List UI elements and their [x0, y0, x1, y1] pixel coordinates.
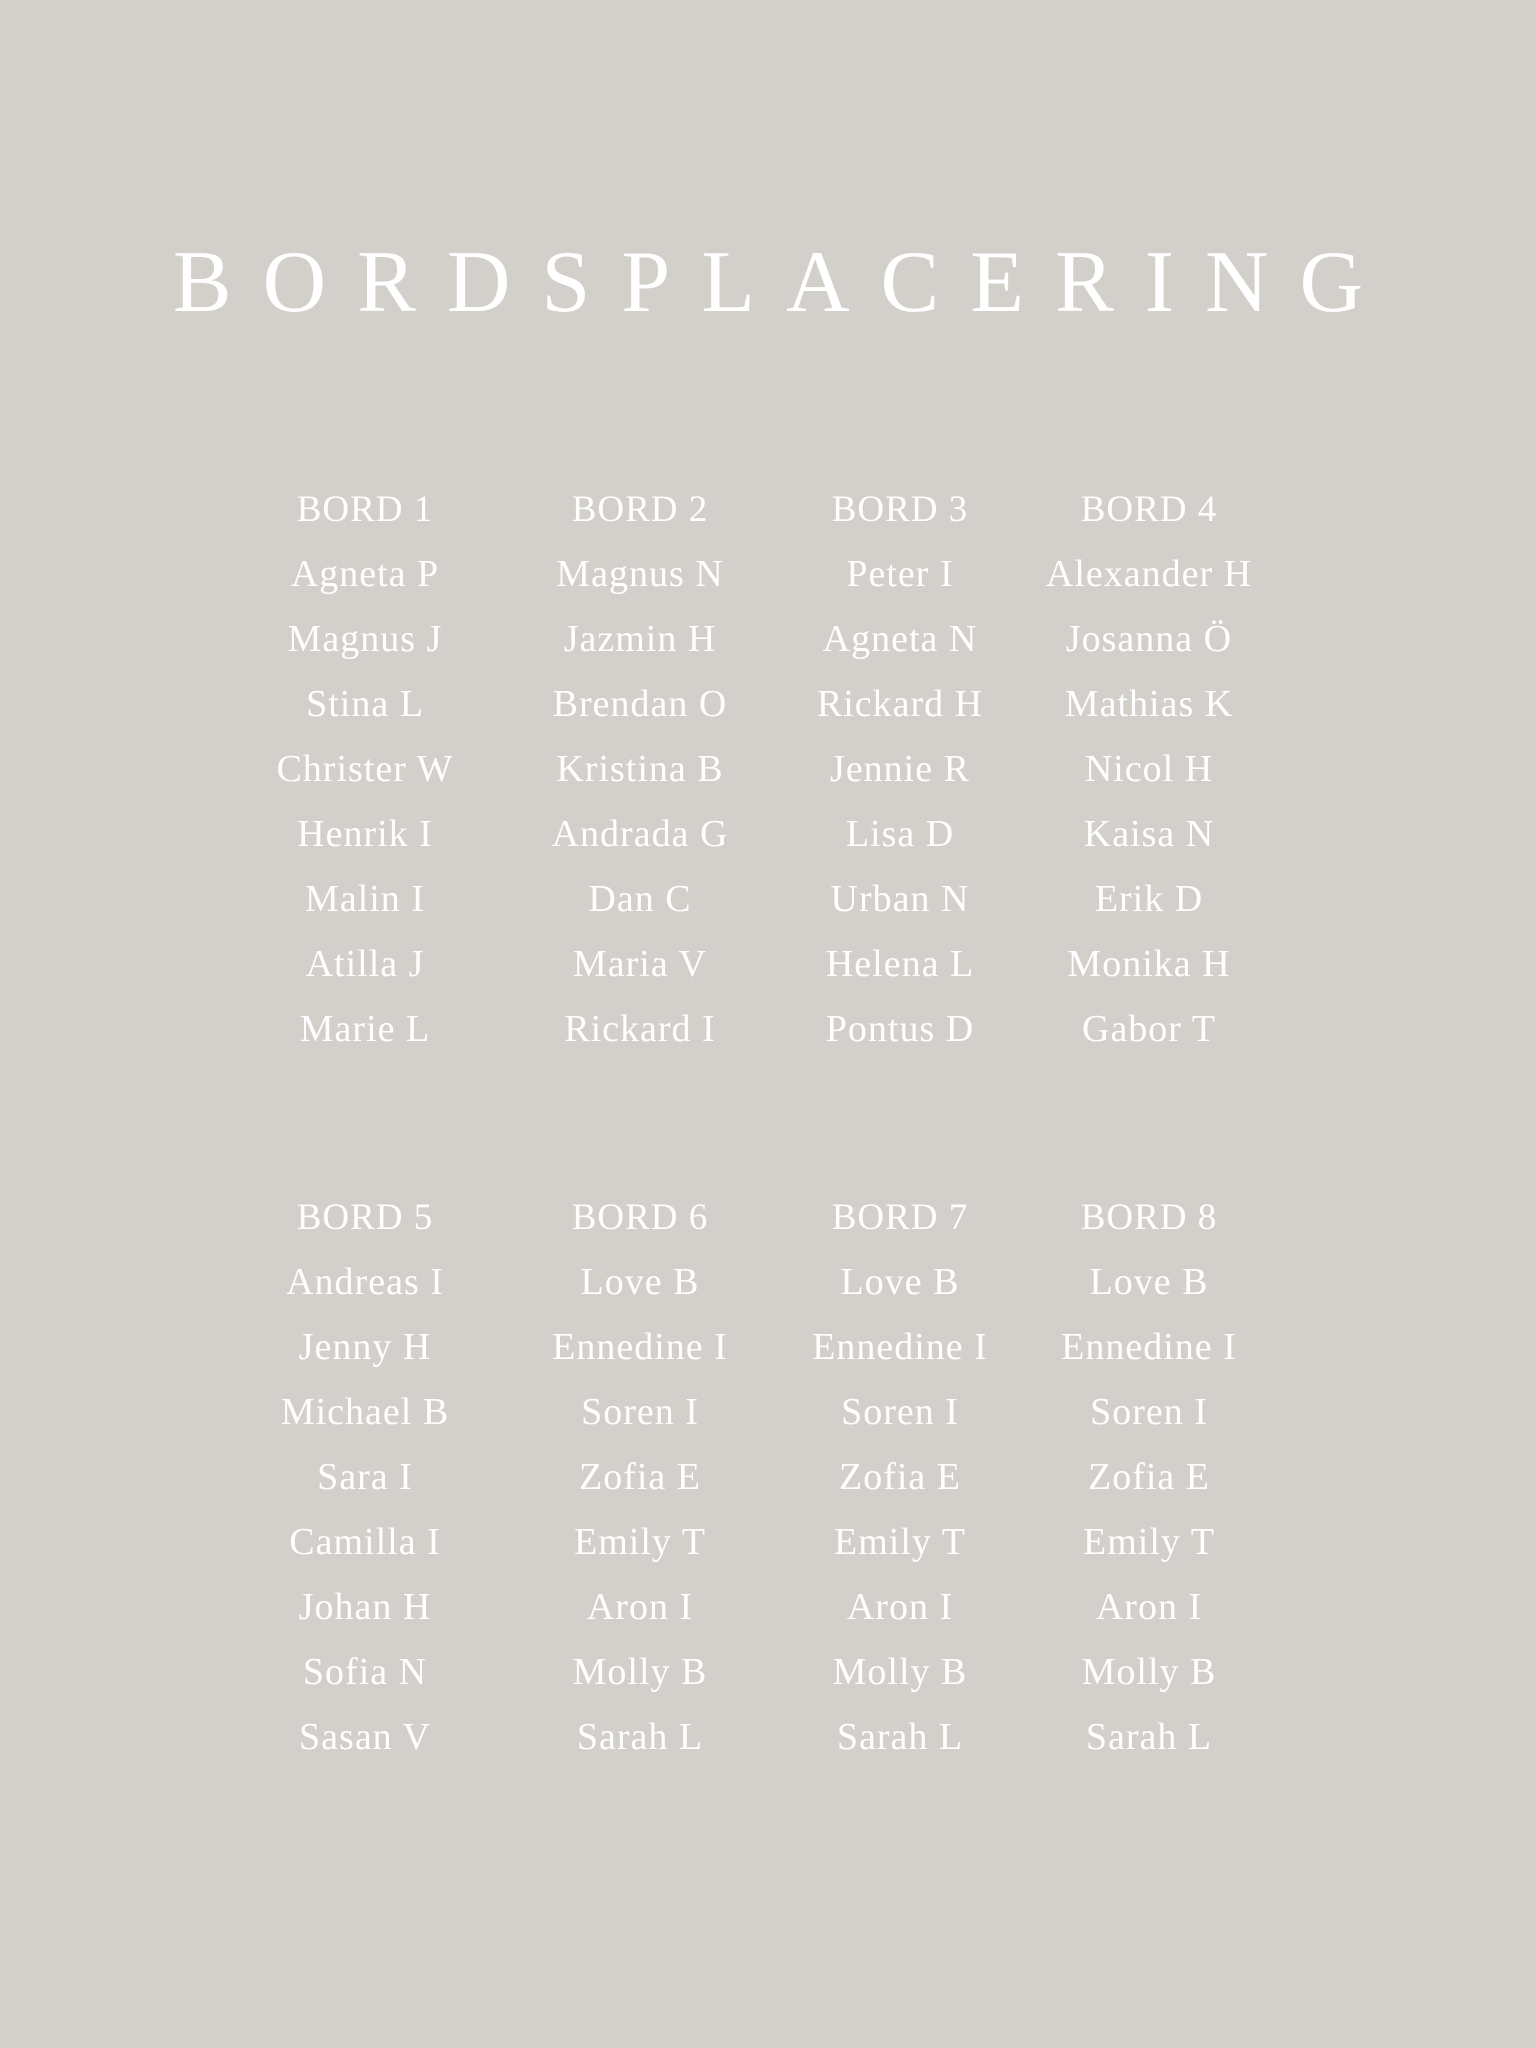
guest-name: Monika H — [1067, 943, 1231, 985]
guest-name: Emily T — [1083, 1521, 1215, 1563]
guest-name: Aron I — [846, 1586, 954, 1628]
table-heading: BORD 4 — [1080, 489, 1218, 530]
guest-name: Soren I — [841, 1391, 959, 1433]
guest-name: Brendan O — [552, 683, 728, 725]
guest-name: Jennie R — [830, 748, 970, 790]
guest-name: Andrada G — [551, 813, 729, 855]
guest-name: Dan C — [588, 878, 692, 920]
table-block-3 — [780, 477, 1020, 1062]
table-block-1 — [245, 477, 485, 1062]
guest-name: Agneta P — [290, 553, 440, 595]
guest-name: Molly B — [572, 1651, 708, 1693]
table-heading: BORD 8 — [1080, 1197, 1218, 1238]
guest-name: Pontus D — [825, 1008, 975, 1050]
guest-name: Ennedine I — [552, 1326, 728, 1368]
guest-name: Aron I — [586, 1586, 694, 1628]
guest-name: Ennedine I — [812, 1326, 988, 1368]
guest-name: Jenny H — [298, 1326, 432, 1368]
table-block-7 — [780, 1185, 1020, 1770]
page-title: BORDSPLACERING — [172, 234, 1395, 331]
table-block-5 — [245, 1185, 485, 1770]
guest-name: Sarah L — [1085, 1716, 1213, 1758]
table-heading: BORD 5 — [296, 1197, 434, 1238]
guest-name: Helena L — [825, 943, 975, 985]
guest-name: Malin I — [305, 878, 425, 920]
guest-name: Camilla I — [289, 1521, 441, 1563]
table-heading: BORD 6 — [571, 1197, 709, 1238]
guest-name: Magnus J — [287, 618, 443, 660]
table-block-8 — [1029, 1185, 1269, 1770]
guest-name: Gabor T — [1082, 1008, 1216, 1050]
table-block-4 — [1029, 477, 1269, 1062]
guest-name: Agneta N — [822, 618, 978, 660]
guest-name: Alexander H — [1045, 553, 1253, 595]
guest-name: Rickard I — [564, 1008, 716, 1050]
guest-name: Andreas I — [286, 1261, 444, 1303]
guest-name: Sarah L — [576, 1716, 704, 1758]
guest-name: Kristina B — [556, 748, 724, 790]
guest-name: Atilla J — [305, 943, 425, 985]
guest-name: Lisa D — [845, 813, 955, 855]
table-heading: BORD 1 — [296, 489, 434, 530]
guest-name: Magnus N — [556, 553, 724, 595]
guest-name: Zofia E — [1087, 1456, 1210, 1498]
guest-name: Molly B — [832, 1651, 968, 1693]
guest-name: Soren I — [1090, 1391, 1208, 1433]
guest-name: Love B — [1089, 1261, 1209, 1303]
guest-name: Love B — [840, 1261, 960, 1303]
guest-name: Nicol H — [1084, 748, 1214, 790]
guest-name: Aron I — [1095, 1586, 1203, 1628]
guest-name: Rickard H — [816, 683, 984, 725]
guest-name: Ennedine I — [1061, 1326, 1237, 1368]
guest-name: Mathias K — [1064, 683, 1234, 725]
table-heading: BORD 2 — [571, 489, 709, 530]
table-heading: BORD 3 — [831, 489, 969, 530]
guest-name: Marie L — [299, 1008, 431, 1050]
guest-name: Zofia E — [578, 1456, 701, 1498]
guest-name: Soren I — [581, 1391, 699, 1433]
guest-name: Sara I — [317, 1456, 413, 1498]
guest-name: Sarah L — [836, 1716, 964, 1758]
guest-name: Michael B — [280, 1391, 450, 1433]
guest-name: Sasan V — [299, 1716, 431, 1758]
guest-name: Maria V — [573, 943, 707, 985]
guest-name: Sofia N — [302, 1651, 428, 1693]
guest-name: Johan H — [298, 1586, 432, 1628]
guest-name: Love B — [580, 1261, 700, 1303]
guest-name: Zofia E — [838, 1456, 961, 1498]
guest-name: Stina L — [306, 683, 424, 725]
table-block-6 — [520, 1185, 760, 1770]
guest-name: Josanna Ö — [1065, 618, 1233, 660]
guest-name: Peter I — [846, 553, 954, 595]
table-block-2 — [520, 477, 760, 1062]
guest-name: Erik D — [1094, 878, 1204, 920]
guest-name: Christer W — [276, 748, 454, 790]
guest-name: Emily T — [834, 1521, 966, 1563]
guest-name: Henrik I — [297, 813, 433, 855]
guest-name: Emily T — [574, 1521, 706, 1563]
guest-name: Molly B — [1081, 1651, 1217, 1693]
table-heading: BORD 7 — [831, 1197, 969, 1238]
guest-name: Jazmin H — [563, 618, 717, 660]
guest-name: Kaisa N — [1083, 813, 1215, 855]
guest-name: Urban N — [830, 878, 970, 920]
